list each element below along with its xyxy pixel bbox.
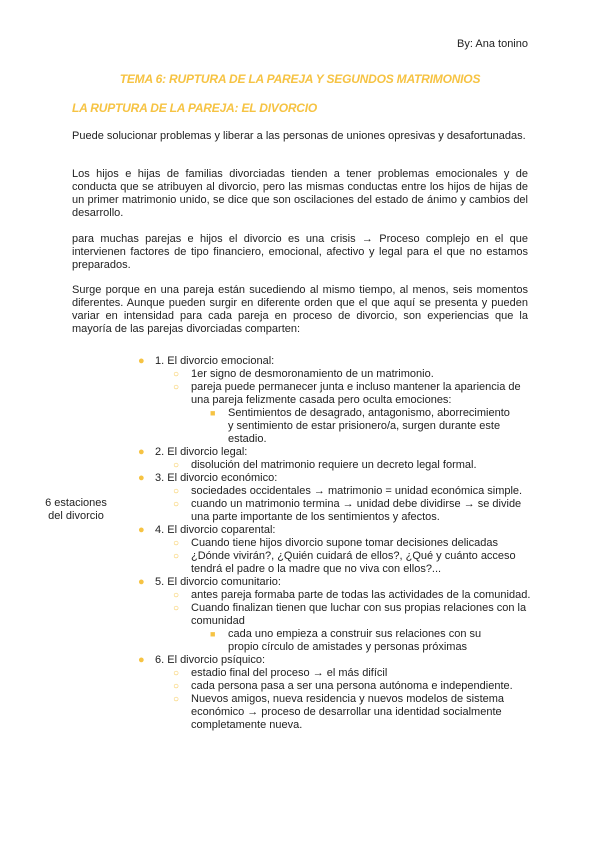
paragraph-crisis: para muchas parejas e hijos el divorcio es una crisis → Proceso complejo en el que intervienen factores de tipo financiero, emocional, afectivo y legal para el que no estamos preparados. [72,233,528,271]
square-bullet-icon: ■ [210,408,216,418]
circle-bullet-icon: ○ [173,460,180,471]
list-item-station-1: ● 1. El divorcio emocional: [138,355,275,367]
circle-bullet-icon: ○ [173,694,180,705]
circle-bullet-icon: ○ [173,681,180,692]
disc-bullet-icon: ● [138,654,145,666]
disc-bullet-icon: ● [138,355,145,367]
list-item: ○ Nuevos amigos, nueva residencia y nuevos modelos de sistema económico → proceso de desarrollar una identidad socialmente completamente nueva. [173,693,505,731]
list-item: ■ Sentimientos de desagrado, antagonismo, aborrecimiento y sentimiento de estar prisionero/a, surgen durante este estadio. [210,407,510,445]
list-item: ○ disolución del matrimonio requiere un decreto legal formal. [173,459,477,471]
paragraph-intro: Puede solucionar problemas y liberar a las personas de uniones opresivas y desafortunadas. [72,130,526,142]
list-item: ■ cada uno empieza a construir sus relaciones con su propio círculo de amistades y personas próximas [210,628,482,653]
stations-list [0,355,600,732]
circle-bullet-icon: ○ [173,603,180,614]
list-item: ○ cada persona pasa a ser una persona autónoma e independiente. [173,680,513,692]
list-item: ○ antes pareja formaba parte de todas las actividades de la comunidad. [173,589,531,601]
circle-bullet-icon: ○ [173,486,180,497]
circle-bullet-icon: ○ [173,551,180,562]
circle-bullet-icon: ○ [173,369,180,380]
list-item: ○ ¿Dónde vivirán?, ¿Quién cuidará de ellos?, ¿Qué y cuánto acceso tendrá el padre o la madre que no viva con ellos?... [173,550,516,575]
list-item: ○ Cuando finalizan tienen que luchar con sus propias relaciones con la comunidad [173,602,527,627]
circle-bullet-icon: ○ [173,668,180,679]
list-item: ○ 1er signo de desmoronamiento de un matrimonio. [173,368,434,380]
list-item: ○ pareja puede permanecer junta e incluso mantener la apariencia de una pareja felizmente casada pero oculta emociones: [173,381,521,406]
list-item-station-3: ● 3. El divorcio económico: [138,472,278,484]
list-item-station-5: ● 5. El divorcio comunitario: [138,576,281,588]
author-credit: By: Ana tonino [457,38,528,50]
paragraph-moments: Surge porque en una pareja están sucediendo al mismo tiempo, al menos, seis momentos diferentes. Aunque pueden surgir en diferente orden que el que aquí se presenta y pueden variar en intensidad para cada pareja en proceso de divorcio, son experiencias que la mayoría de las parejas divorciadas comparten: [72,284,528,335]
disc-bullet-icon: ● [138,472,145,484]
circle-bullet-icon: ○ [173,499,180,510]
list-item-station-2: ● 2. El divorcio legal: [138,446,248,458]
circle-bullet-icon: ○ [173,538,180,549]
page-title: TEMA 6: RUPTURA DE LA PAREJA Y SEGUNDOS MATRIMONIOS [119,72,481,86]
circle-bullet-icon: ○ [173,382,180,393]
paragraph-children: Los hijos e hijas de familias divorciadas tienden a tener problemas emocionales y de conducta que se atribuyen al divorcio, pero las mismas conductas entre los hijos de hijas de un primer matrimonio unido, se dice que son oscilaciones del estado de ánimo y cambios del desarrollo. [72,168,528,219]
disc-bullet-icon: ● [138,446,145,458]
side-label-line1: 6 estaciones [45,497,107,509]
side-label-line2: del divorcio [48,510,104,522]
section-heading: LA RUPTURA DE LA PAREJA: EL DIVORCIO [72,101,318,115]
list-item-station-6: ● 6. El divorcio psíquico: [138,654,266,666]
circle-bullet-icon: ○ [173,590,180,601]
disc-bullet-icon: ● [138,524,145,536]
list-item: ○ estadio final del proceso → el más difícil [173,667,388,679]
disc-bullet-icon: ● [138,576,145,588]
square-bullet-icon: ■ [210,629,216,639]
list-item: ○ cuando un matrimonio termina → unidad debe dividirse → se divide una parte importante de los sentimientos y afectos. [173,498,522,523]
list-item-station-4: ● 4. El divorcio coparental: [138,524,276,536]
list-item: ○ sociedades occidentales → matrimonio = unidad económica simple. [173,485,523,497]
list-item: ○ Cuando tiene hijos divorcio supone tomar decisiones delicadas [173,537,498,549]
